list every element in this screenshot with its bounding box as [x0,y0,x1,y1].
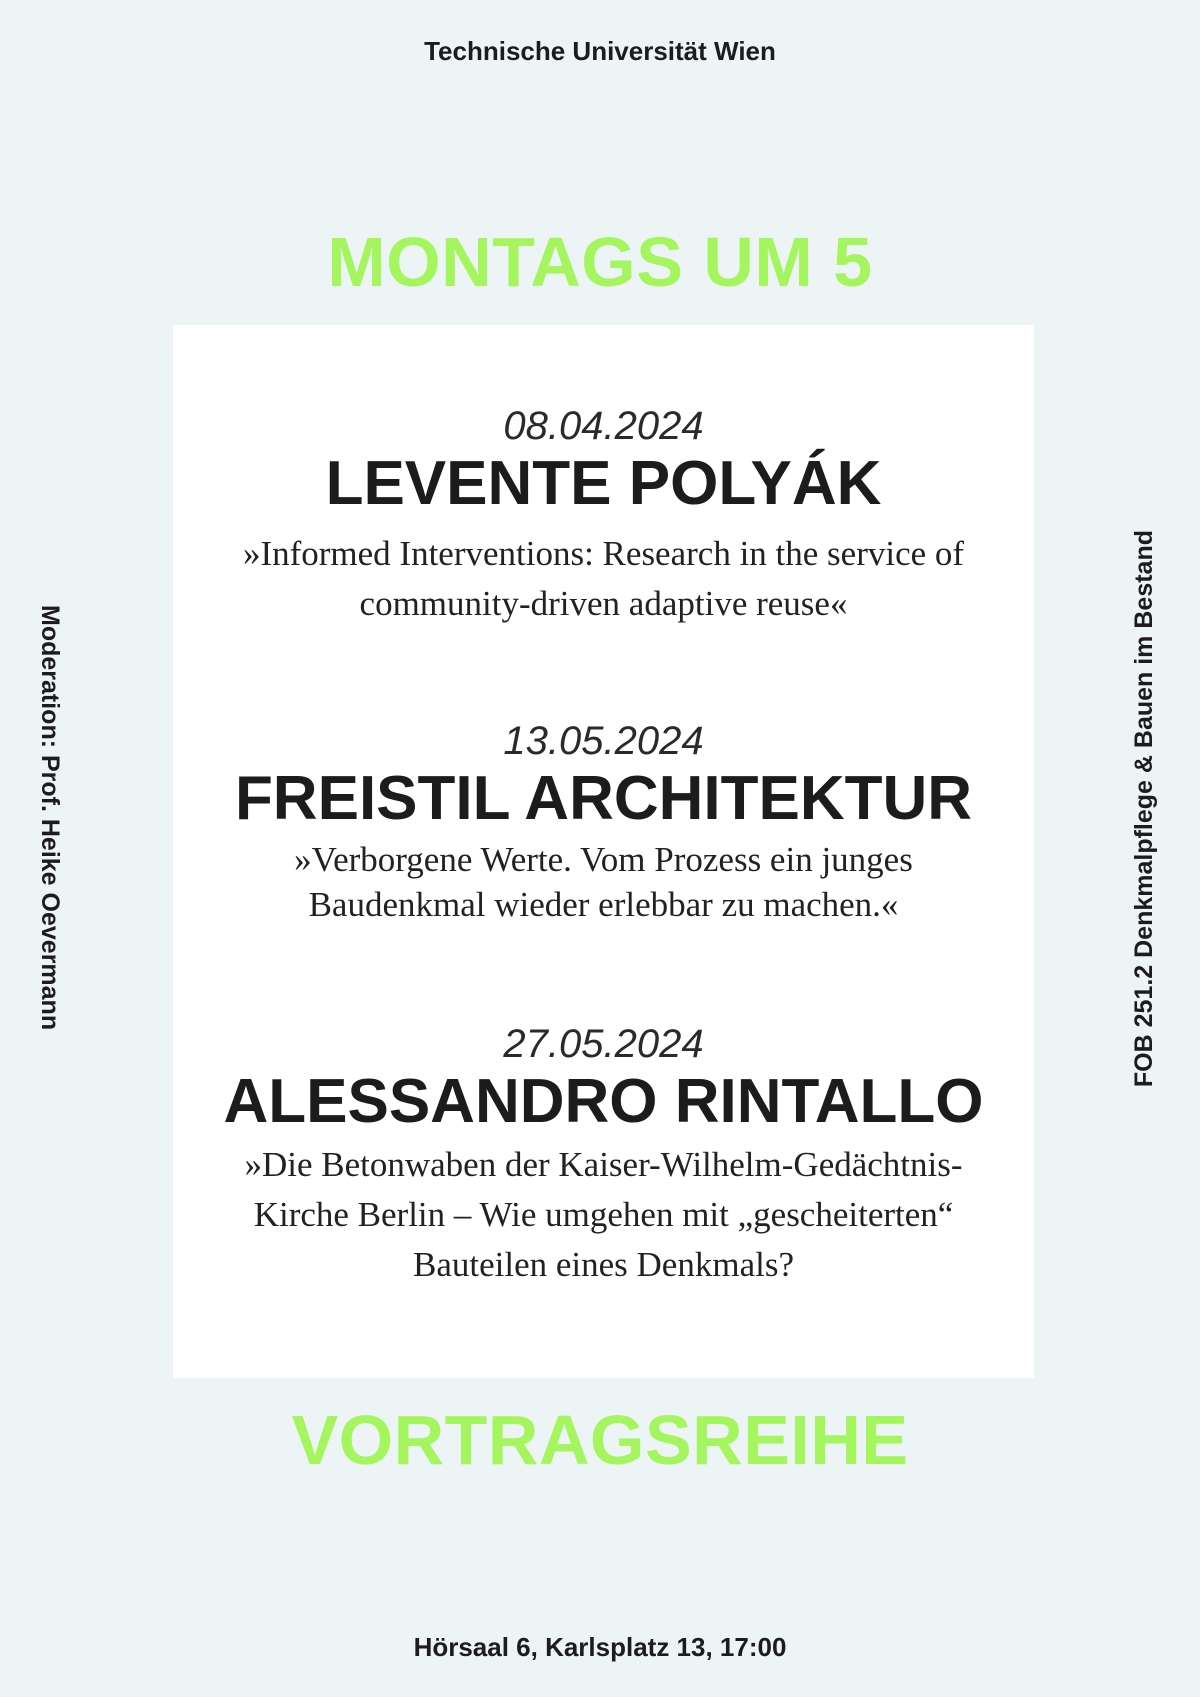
event-item [173,403,1034,629]
event-item [173,1021,1034,1290]
event-date: 08.04.2024 [503,404,704,448]
event-date: 27.05.2024 [503,1022,704,1066]
event-talk-title: »Die Betonwaben der Kaiser-Wilhelm-Gedächtnis-Kirche Berlin – Wie umgehen mit „gescheiterten“ Bauteilen eines Denkmals? [244,1145,963,1284]
event-speaker: FREISTIL ARCHITEKTUR [234,764,973,833]
series-label: VORTRAGSREIHE [291,1401,909,1479]
event-talk-title: »Verborgene Werte. Vom Prozess ein junges Baudenkmal wieder erlebbar zu machen.« [294,840,913,924]
event-date: 13.05.2024 [503,719,704,763]
event-talk-title: »Informed Interventions: Research in the service of community-driven adaptive reuse« [242,534,965,623]
event-speaker: LEVENTE POLYÁK [325,449,882,518]
university-name: Technische Universität Wien [424,36,776,66]
event-item [173,718,1034,927]
program-panel [173,325,1034,1378]
event-speaker: ALESSANDRO RINTALLO [223,1067,984,1136]
series-title: MONTAGS UM 5 [327,223,873,301]
venue-info: Hörsaal 6, Karlsplatz 13, 17:00 [413,1632,787,1662]
department-label: FOB 251.2 Denkmalpflege & Bauen im Bestand [1130,530,1158,1088]
moderation-credit: Moderation: Prof. Heike Oevermann [36,605,64,1031]
